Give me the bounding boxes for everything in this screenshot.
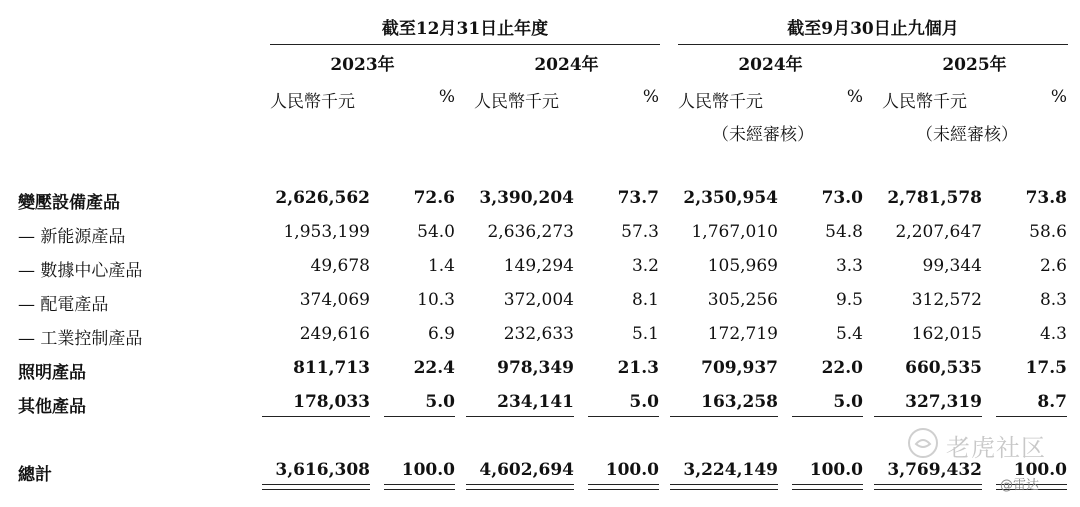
cell-value: 2,350,954 [683, 188, 778, 208]
total-pct: 100.0 [401, 460, 455, 480]
col-year: 2025年 [942, 55, 1007, 75]
cell-pct: 5.0 [833, 392, 863, 412]
cell-value: 249,616 [299, 324, 370, 344]
cell-pct: 21.3 [617, 358, 659, 378]
cell-value: 660,535 [905, 358, 982, 378]
col-unit: 人民幣千元 [474, 92, 559, 112]
subtotal-rule [262, 416, 370, 417]
cell-value: 372,004 [503, 290, 574, 310]
cell-pct: 73.8 [1025, 188, 1067, 208]
row-label-total: 總計 [18, 465, 52, 485]
cell-pct: 5.0 [425, 392, 455, 412]
cell-pct: 5.1 [631, 324, 659, 344]
subtotal-rule [996, 416, 1067, 417]
cell-pct: 4.3 [1039, 324, 1067, 344]
cell-value: 49,678 [310, 256, 370, 276]
row-label-distribution-products: — 配電產品 [18, 295, 109, 315]
col-unit: 人民幣千元 [882, 92, 967, 112]
watermark-handle: @雷达 [1000, 478, 1040, 493]
total-double-rule [384, 484, 455, 490]
cell-pct: 6.9 [427, 324, 455, 344]
cell-pct: 54.8 [825, 222, 863, 242]
cell-value: 3,390,204 [479, 188, 574, 208]
cell-value: 163,258 [701, 392, 778, 412]
cell-value: 978,349 [497, 358, 574, 378]
col-unit: 人民幣千元 [678, 92, 763, 112]
cell-pct: 57.3 [621, 222, 659, 242]
header-group-annual: 截至12月31日止年度 [381, 19, 549, 39]
header-group-nine-months: 截至9月30日止九個月 [787, 19, 959, 39]
cell-value: 2,781,578 [887, 188, 982, 208]
total-double-rule [466, 484, 574, 490]
cell-pct: 5.0 [629, 392, 659, 412]
cell-value: 178,033 [293, 392, 370, 412]
cell-value: 1,767,010 [691, 222, 778, 242]
cell-pct: 10.3 [417, 290, 455, 310]
cell-value: 2,207,647 [895, 222, 982, 242]
col-note-unaudited: （未經審核） [916, 125, 1018, 145]
header-group-annual-rule [270, 44, 660, 45]
total-value: 3,769,432 [887, 460, 982, 480]
cell-value: 232,633 [503, 324, 574, 344]
cell-value: 1,953,199 [283, 222, 370, 242]
cell-pct: 8.7 [1037, 392, 1067, 412]
cell-pct: 5.4 [835, 324, 863, 344]
total-double-rule [670, 484, 778, 490]
col-pct: % [642, 87, 659, 107]
header-group-nine-months-rule [678, 44, 1068, 45]
total-pct: 100.0 [809, 460, 863, 480]
cell-pct: 17.5 [1025, 358, 1067, 378]
cell-pct: 3.3 [835, 256, 863, 276]
total-pct: 100.0 [1013, 460, 1067, 480]
total-double-rule [262, 484, 370, 490]
row-label-other-products: 其他產品 [18, 397, 86, 417]
cell-value: 2,636,273 [487, 222, 574, 242]
total-double-rule [792, 484, 863, 490]
cell-pct: 2.6 [1039, 256, 1067, 276]
col-pct: % [438, 87, 455, 107]
cell-pct: 8.1 [631, 290, 659, 310]
subtotal-rule [874, 416, 982, 417]
col-unit: 人民幣千元 [270, 92, 355, 112]
cell-value: 234,141 [497, 392, 574, 412]
row-label-transformer-products: 變壓設備產品 [18, 193, 120, 213]
cell-value: 305,256 [707, 290, 778, 310]
cell-value: 105,969 [707, 256, 778, 276]
cell-pct: 58.6 [1029, 222, 1067, 242]
col-year: 2024年 [534, 55, 599, 75]
total-value: 3,224,149 [683, 460, 778, 480]
cell-value: 149,294 [503, 256, 574, 276]
cell-pct: 72.6 [413, 188, 455, 208]
col-note-unaudited: （未經審核） [712, 125, 814, 145]
col-pct: % [1050, 87, 1067, 107]
cell-value: 709,937 [701, 358, 778, 378]
cell-value: 327,319 [905, 392, 982, 412]
cell-pct: 73.7 [617, 188, 659, 208]
subtotal-rule [588, 416, 659, 417]
cell-pct: 8.3 [1039, 290, 1067, 310]
subtotal-rule [466, 416, 574, 417]
total-value: 3,616,308 [275, 460, 370, 480]
cell-value: 172,719 [707, 324, 778, 344]
col-year: 2024年 [738, 55, 803, 75]
row-label-new-energy-products: — 新能源產品 [18, 227, 126, 247]
cell-pct: 22.4 [413, 358, 455, 378]
cell-pct: 3.2 [631, 256, 659, 276]
cell-value: 162,015 [911, 324, 982, 344]
row-label-data-center-products: — 數據中心產品 [18, 261, 143, 281]
total-double-rule [588, 484, 659, 490]
col-year: 2023年 [330, 55, 395, 75]
subtotal-rule [384, 416, 455, 417]
subtotal-rule [792, 416, 863, 417]
cell-value: 99,344 [922, 256, 982, 276]
cell-value: 2,626,562 [275, 188, 370, 208]
cell-value: 374,069 [299, 290, 370, 310]
cell-value: 312,572 [911, 290, 982, 310]
watermark-text: 老虎社区 [946, 434, 1046, 462]
row-label-lighting-products: 照明產品 [18, 363, 86, 383]
total-double-rule [874, 484, 982, 490]
cell-pct: 9.5 [835, 290, 863, 310]
cell-pct: 22.0 [821, 358, 863, 378]
subtotal-rule [670, 416, 778, 417]
cell-value: 811,713 [293, 358, 370, 378]
row-label-industrial-control-products: — 工業控制產品 [18, 329, 143, 349]
tiger-logo-icon [906, 426, 940, 460]
total-value: 4,602,694 [479, 460, 574, 480]
col-pct: % [846, 87, 863, 107]
total-pct: 100.0 [605, 460, 659, 480]
cell-pct: 1.4 [427, 256, 455, 276]
cell-pct: 73.0 [821, 188, 863, 208]
cell-pct: 54.0 [417, 222, 455, 242]
